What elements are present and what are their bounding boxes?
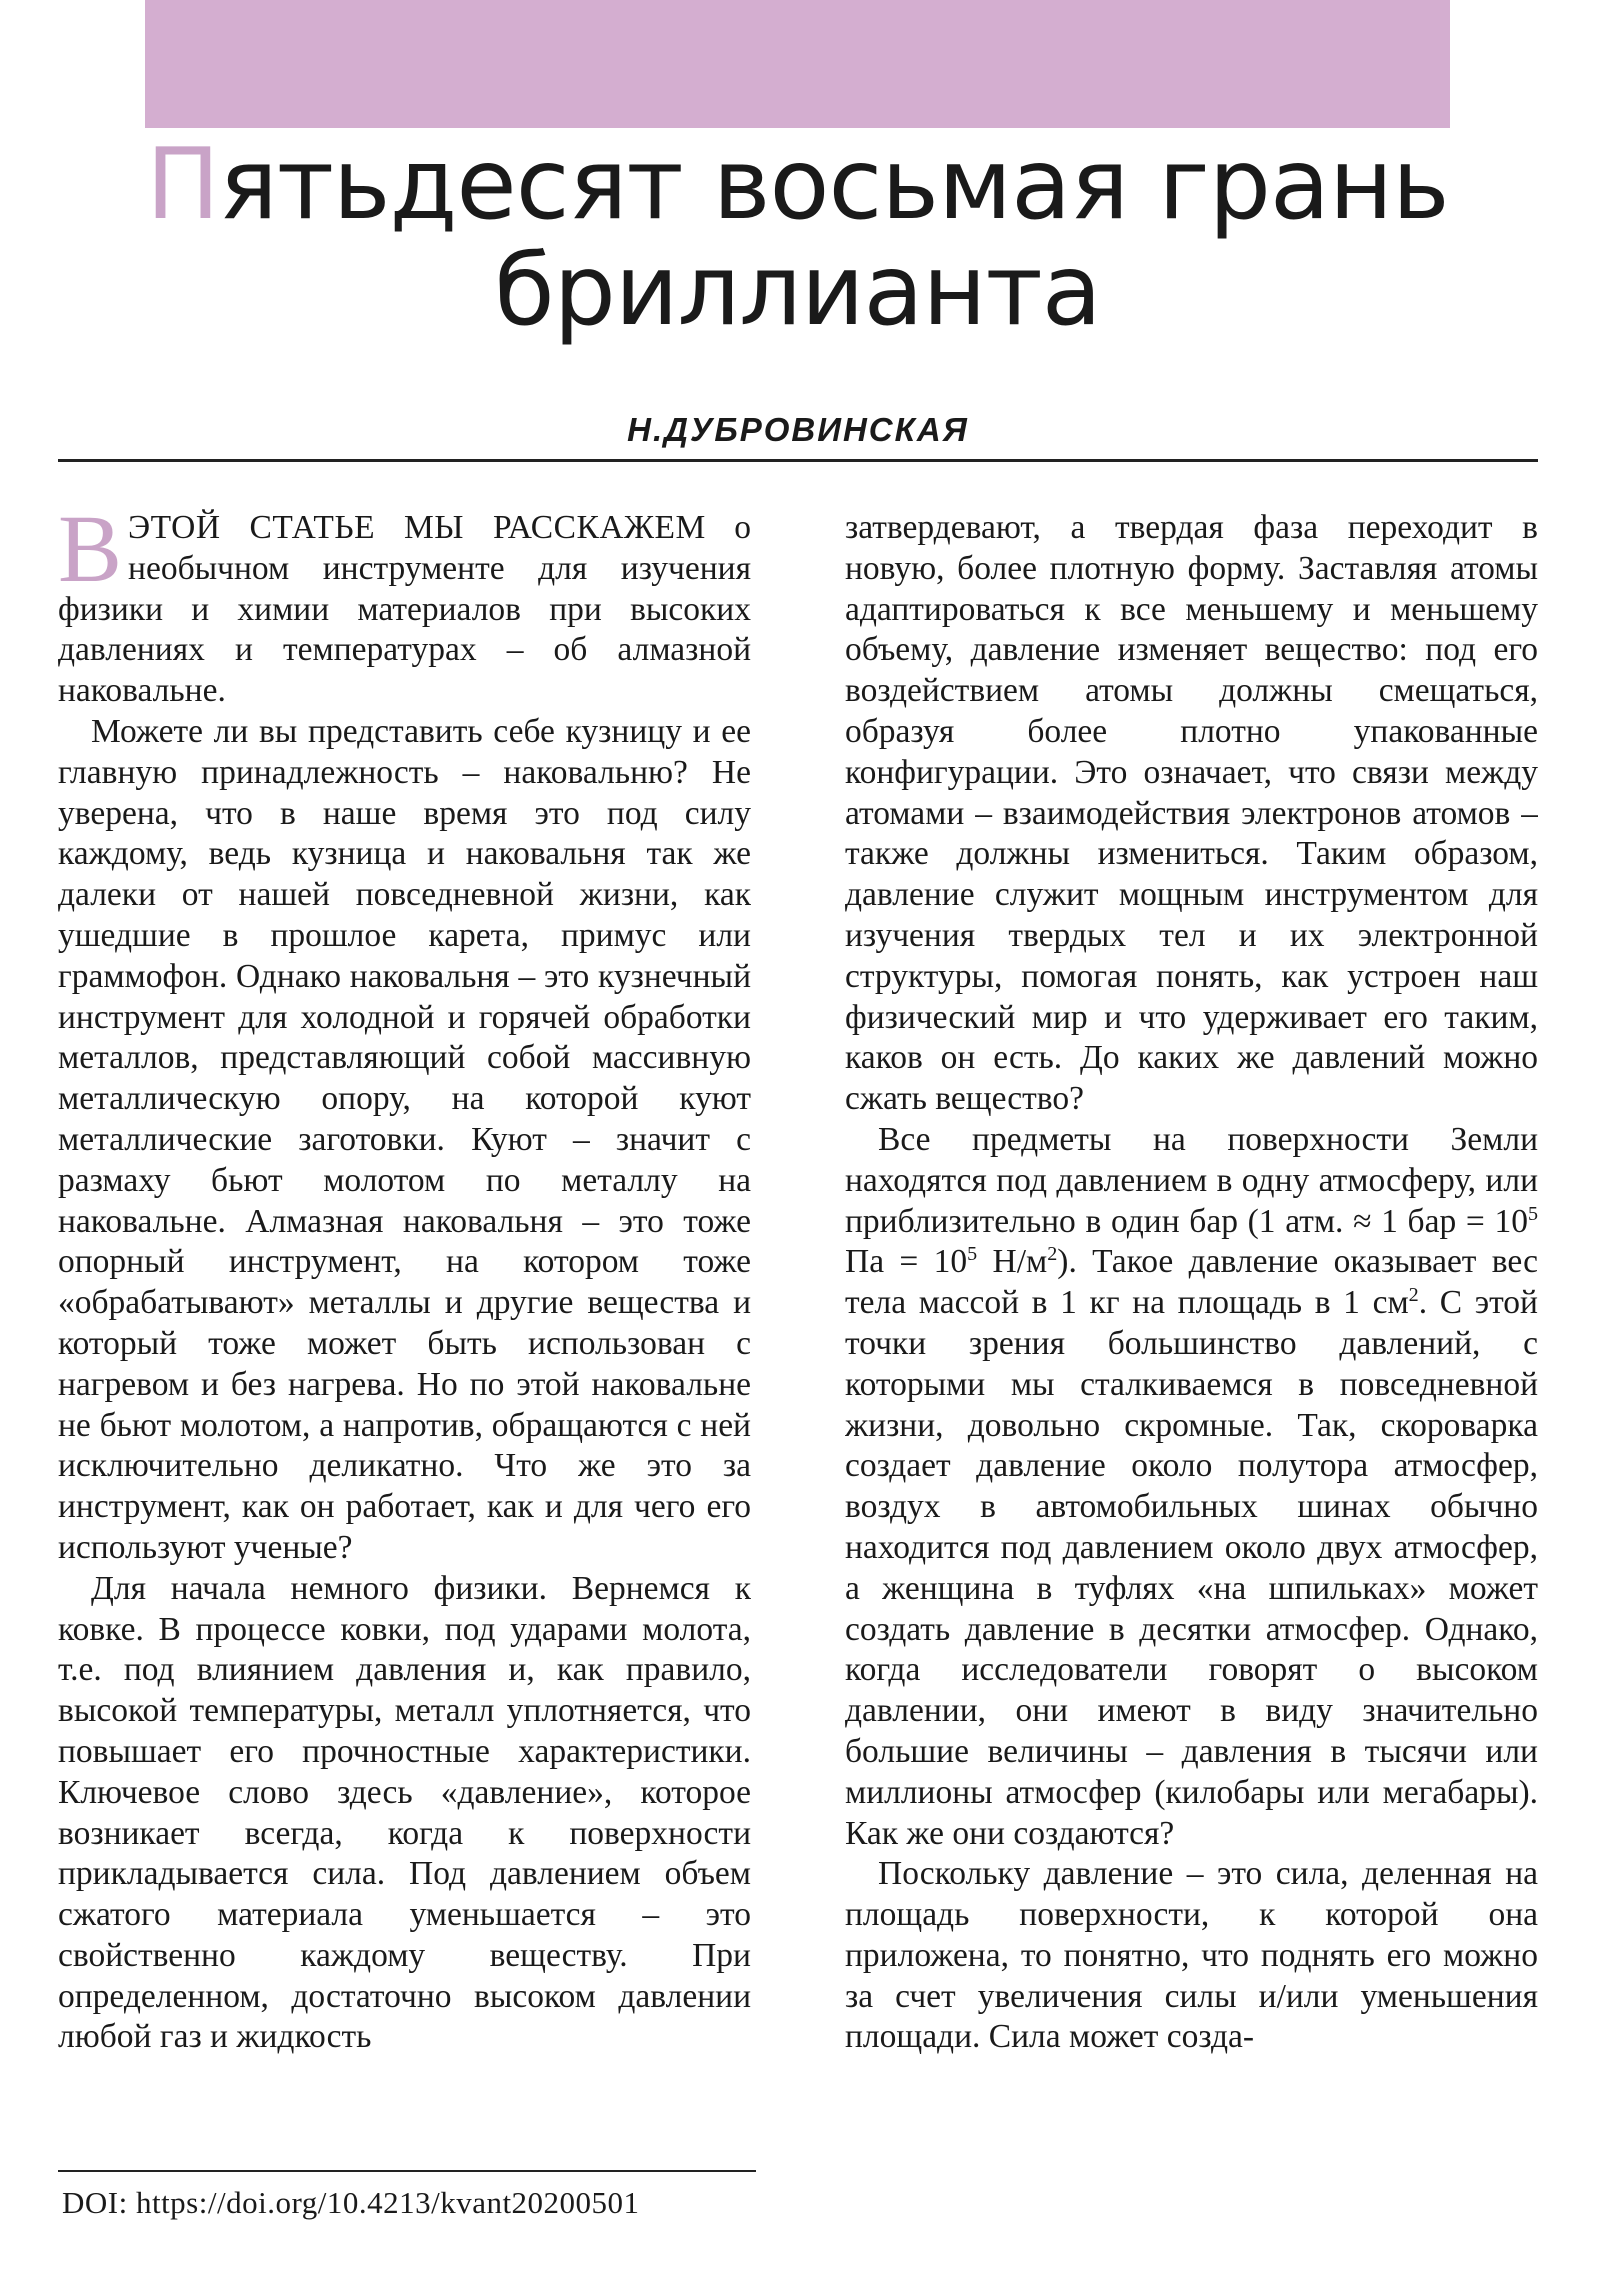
paragraph: Для начала немного физики. Вернемся к ковке. В процессе ковки, под ударами молота, т.е. под влиянием давления и, как правило, высокой температуры, металл уплотняется, что повышает его прочностные характеристики. Ключевое слово здесь «давление», которое возникает всегда, когда к поверхности прикладывается сила. Под давлением объем сжатого материала уменьшается – это свойственно каждому веществу. При определенном, достаточно высоком давлении любой газ и жидкость (58, 1569, 751, 2056)
exponent: 5 (967, 1243, 978, 1266)
author-name: Н.ДУБРОВИНСКАЯ (627, 411, 969, 448)
left-column (58, 508, 751, 2123)
paragraph: затвердевают, а твердая фаза переходит в новую, более плотную форму. Заставляя атомы адаптироваться к все меньшему и меньшему объему, давление изменяет вещество: под его воздействием атомы должны смещаться, образуя более плотно упакованные конфигурации. Это означает, что связи между атомами – взаимодействия электронов атомов – также должны измениться. Таким образом, давление служит мощным инструментом для изучения твердых тел и их электронной структуры, помогая понять, как устроен наш физический мир и что удерживает его таким, каков он есть. До каких же давлений можно сжать вещество? (845, 509, 1538, 1118)
exponent: 2 (1047, 1243, 1058, 1266)
paragraph: Можете ли вы представить себе кузницу и ее главную принадлежность – наковальню? Не уверена, что в наше время это под силу каждому, ведь кузница и наковальня так же далеки от нашей повседневной жизни, как ушедшие в прошлое карета, примус или граммофон. Однако наковальня – это кузнечный инструмент для холодной и горячей обработки металлов, представляющий собой массивную металлическую опору, на которой куют металлические заготовки. Куют – значит с размаху бьют молотом по металлу на наковальне. Алмазная наковальня – это тоже опорный инструмент, на котором тоже «обрабатывают» металлы и другие вещества и который тоже может быть использован с нагревом и без нагрева. Но по этой наковальне не бьют молотом, а напротив, обращаются с ней исключительно деликатно. Что же это за инструмент, как он работает, как и для чего его используют ученые? (58, 712, 751, 1566)
text-run: ). Такое давление оказывает вес тела массой в 1 кг на площадь в 1 см (845, 1243, 1538, 1322)
right-column (845, 508, 1538, 2123)
header-color-band (145, 0, 1450, 128)
footnote-rule (58, 2170, 756, 2172)
lead-caps: ЭТОЙ СТАТЬЕ МЫ РАССКАЖЕМ (128, 509, 706, 546)
paragraph: Поскольку давление – это сила, деленная на площадь поверхности, к которой она приложена, то понятно, что поднять его можно за счет увеличения силы и/или уменьшения площади. Сила может созда- (845, 1855, 1538, 2056)
title-line-1: ятьдесят восьмая грань (218, 128, 1449, 242)
header-rule (58, 459, 1538, 462)
text-run: Па = 10 (845, 1243, 968, 1281)
exponent: 2 (1408, 1283, 1419, 1306)
exponent: 5 (1527, 1202, 1538, 1225)
article-title (145, 128, 1450, 348)
paragraph-pressure (845, 1120, 1538, 1854)
title-first-letter: П (146, 128, 219, 242)
text-run: . С этой точки зрения большинство давлений, с которыми мы сталкиваемся в повседневной жизни, довольно скромные. Так, скороварка создает давление около полутора атмосфер, воздух в автомобильных шинах обычно находится под давлением около двух атмосфер, а женщина в туфлях «на шпильках» может создать давление в десятки атмосфер. Однако, когда исследователи говорят о высоком давлении, они имеют в виду значительно большие величины – давления в тысячи или миллионы атмосфер (килобары или мегабары). Как же они создаются? (845, 1284, 1538, 1852)
title-line-2: бриллианта (494, 234, 1101, 348)
lead-rest: о необычном инструменте для изучения физики и химии материалов при высоких давлениях и температурах – об алмазной наковальне. (58, 509, 751, 710)
lead-paragraph (58, 508, 751, 712)
doi-footnote: DOI: https://doi.org/10.4213/kvant20200501 (62, 2185, 640, 2220)
drop-cap: В (58, 508, 123, 602)
text-run: Н/м (977, 1243, 1048, 1281)
text-run: Все предметы на поверхности Земли находятся под давлением в одну атмосферу, или приблизительно в один бар (1 атм. ≈ 1 бар = 10 (845, 1120, 1538, 1240)
